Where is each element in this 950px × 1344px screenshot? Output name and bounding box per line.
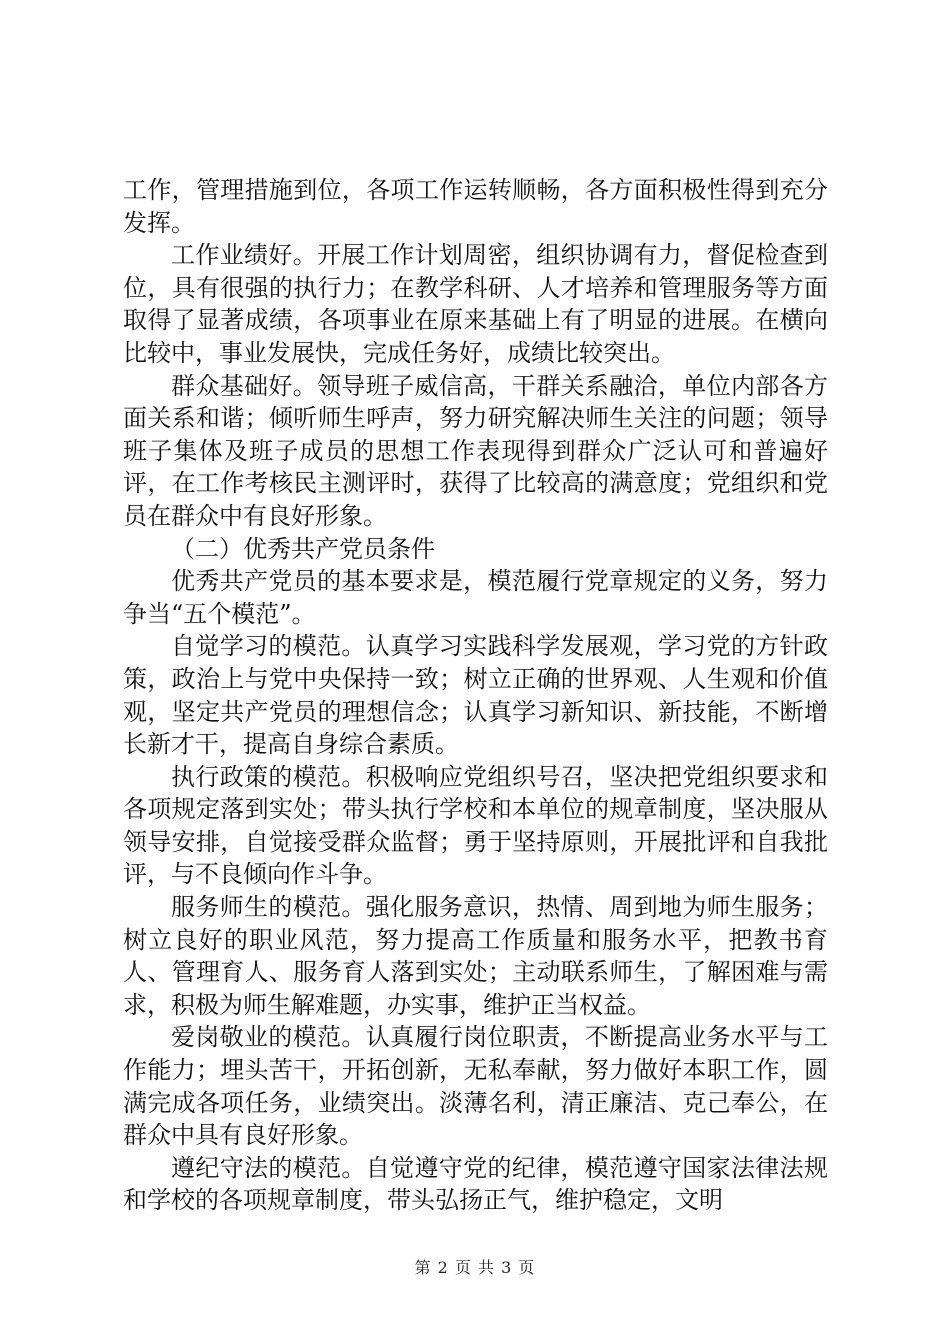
paragraph-continuation: 工作，管理措施到位，各项工作运转顺畅，各方面积极性得到充分发挥。	[123, 176, 828, 237]
section-heading: （二）优秀共产党员条件	[171, 534, 435, 563]
paragraph-basic-requirements: 优秀共产党员的基本要求是，模范履行党章规定的义务，努力争当“五个模范”。	[123, 567, 828, 628]
paragraph-mass-base: 群众基础好。领导班子威信高，干群关系融洽，单位内部各方面关系和谐；倾听师生呼声，努力研究解决师生关注的问题；领导班子集体及班子成员的思想工作表现得到群众广泛认可和普遍好评，在工作考核民主测评时，获得了比较高的满意度；党组织和党员在群众中有良好形象。	[123, 371, 828, 530]
paragraph-law-model: 遵纪守法的模范。自觉遵守党的纪律，模范遵守国家法律法规和学校的各项规章制度，带头弘扬正气，维护稳定，文明	[123, 1153, 828, 1215]
paragraph-dedication-model: 爱岗敬业的模范。认真履行岗位职责，不断提高业务水平与工作能力；埋头苦干，开拓创新，无私奉献，努力做好本职工作，圆满完成各项任务，业绩突出。淡薄名利，清正廉洁、克己奉公，在群众中具有良好形象。	[123, 1023, 828, 1150]
document-body	[123, 174, 828, 1217]
paragraph-service-model: 服务师生的模范。强化服务意识，热情、周到地为师生服务；树立良好的职业风范，努力提高工作质量和服务水平，把教书育人、管理育人、服务育人落到实处；主动联系师生，了解困难与需求，积极为师生解难题，办实事，维护正当权益。	[123, 893, 828, 1019]
paragraph-work-performance: 工作业绩好。开展工作计划周密，组织协调有力，督促检查到位，具有很强的执行力；在教学科研、人才培养和管理服务等方面取得了显著成绩，各项事业在原来基础上有了明显的进展。在横向比较中，事业发展快，完成任务好，成绩比较突出。	[123, 241, 828, 367]
page-footer: 第 2 页 共 3 页	[414, 1258, 536, 1277]
paragraph-learning-model: 自觉学习的模范。认真学习实践科学发展观，学习党的方针政策，政治上与党中央保持一致；树立正确的世界观、人生观和价值观，坚定共产党员的理想信念；认真学习新知识、新技能，不断增长新才干，提高自身综合素质。	[123, 632, 828, 759]
paragraph-policy-model: 执行政策的模范。积极响应党组织号召，坚决把党组织要求和各项规定落到实处；带头执行学校和本单位的规章制度，坚决服从领导安排，自觉接受群众监督；勇于坚持原则，开展批评和自我批评，与不良倾向作斗争。	[123, 762, 828, 889]
